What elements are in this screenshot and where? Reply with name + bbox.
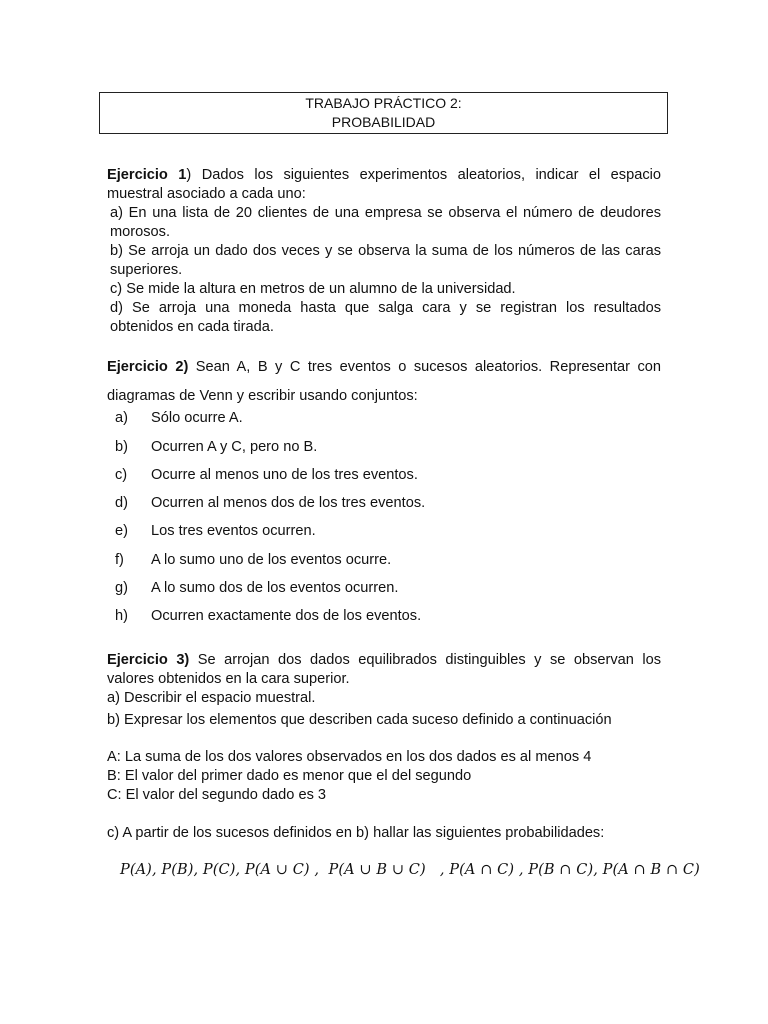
event-a: A: La suma de los dos valores observados en los dos dados es al menos 4 [107,749,592,765]
exercise-3 [107,651,661,708]
title-line-2: PROBABILIDAD [331,114,436,130]
event-b: B: El valor del primer dado es menor que el del segundo [107,768,472,784]
exercise-3-events [107,748,661,805]
exercise-1 [107,166,661,337]
exercise-1-item-a: a) En una lista de 20 clientes de una empresa se observa el número de deudores morosos. [110,205,661,240]
exercise-3-item-b: b) Expresar los elementos que describen cada suceso definido a continuación [107,712,612,728]
exercise-1-item-c: c) Se mide la altura en metros de un alumno de la universidad. [110,281,516,297]
exercise-1-label: Ejercicio 1 [107,167,187,183]
title-line-1: TRABAJO PRÁCTICO 2: [305,95,462,111]
exercise-3-label: Ejercicio 3) [107,652,190,668]
exercise-2-intro-line-1: Sean A, B y C tres eventos o sucesos aleatorios. Representar con [188,359,662,375]
exercise-1-item-b: b) Se arroja un dado dos veces y se observa la suma de los números de las caras superiores. [110,243,661,278]
exercise-2-intro [107,353,661,411]
exercise-2-intro-line-2: diagramas de Venn y escribir usando conjuntos: [107,388,418,404]
exercise-3-item-a: a) Describir el espacio muestral. [107,690,316,706]
probability-formula: P(A), P(B), P(C), P(A ∪ C) , P(A ∪ B ∪ C) , P(A ∩ C) , P(B ∩ C), P(A ∩ B ∩ C) [120,862,700,878]
event-c: C: El valor del segundo dado es 3 [107,787,327,803]
exercise-2-label: Ejercicio 2) [107,359,189,375]
exercise-1-item-d: d) Se arroja una moneda hasta que salga cara y se registran los resultados obtenidos en cada tirada. [110,300,661,335]
title-box [99,92,668,134]
exercise-3-item-c: c) A partir de los sucesos definidos en b) hallar las siguientes probabilidades: [107,825,605,841]
exercise-1-intro: ) Dados los siguientes experimentos aleatorios, indicar el espacio muestral asociado a cada uno: [107,167,661,202]
exercise-3-intro: Se arrojan dos dados equilibrados distinguibles y se observan los valores obtenidos en la cara superior. [107,652,662,687]
document-page: TRABAJO PRÁCTICO 2: PROBABILIDAD Ejercicio 1) Dados los siguientes experimentos aleatorios, indicar el espacio muestral asociado a cada uno: a) En una lista de 20 clientes de una empresa se observa el número de deudores morosos. b) Se arroja un dado dos veces y se observa la suma de los números de las caras superiores. c) Se mide la altura en metros de un alumno de la universidad. d) Se arroja una moneda hasta que salga cara y se registran los resultados obtenidos en cada tirada. Ejercicio 2) Sean A, B y C tres eventos o sucesos aleatorios. Representar con diagramas de Venn y escribir usando conjuntos: a) Sólo ocurre A. b) Ocurren A y C, pero no B. c) Ocurre al menos uno de los tres eventos. d) Ocurren al menos dos de los tres eventos. e) Los tres eventos ocurren. f) A lo sumo uno de los eventos ocurre. g) A lo sumo dos de los eventos ocurren. h) Ocurren exactamente dos de los eventos. Ejercicio 3) Se arrojan dos dados equilibrados distinguibles y se observan los valores obtenidos en la cara superior. a) Describir el espacio muestral. b) Expresar los elementos que describen cada suceso definido a continuación A: La suma de los dos valores observados en los dos dados es al menos 4 B: El valor del primer dado es menor que el del segundo C: El valor del segundo dado es 3 c) A partir de los sucesos definidos en b) hallar las siguientes probabilidades: P(A), P(B), P(C), P(A ∪ C) , P(A ∪ B ∪ C) , P(A ∩ C) , P(B ∩ C), P(A ∩ B ∩ C) [0,0,768,1024]
